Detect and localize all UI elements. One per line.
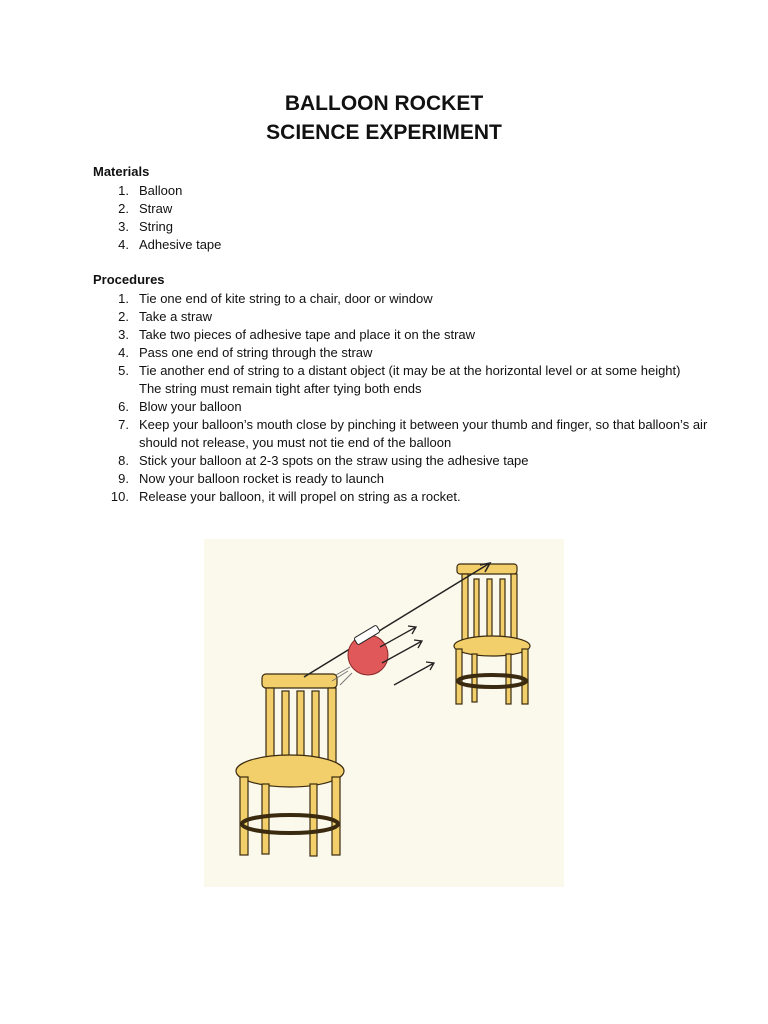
procedure-item bbox=[93, 398, 719, 416]
materials-item-text: Straw bbox=[139, 201, 173, 216]
procedure-item-text: Keep your balloon’s mouth close by pinching it between your thumb and finger, so that balloon’s air should not release, you must not tie end of the balloon bbox=[139, 417, 708, 450]
materials-heading: Materials bbox=[93, 164, 150, 179]
procedure-item bbox=[93, 362, 719, 398]
procedure-item bbox=[93, 416, 719, 452]
title-line-1: BALLOON ROCKET bbox=[284, 92, 484, 115]
procedure-item-number: 4. bbox=[118, 345, 129, 360]
procedure-item-text: Take a straw bbox=[139, 309, 212, 324]
materials-item-number: 3. bbox=[118, 219, 129, 234]
procedure-item-note: The string must remain tight after tying both ends bbox=[139, 381, 422, 396]
procedure-item bbox=[93, 470, 719, 488]
procedure-item-number: 2. bbox=[118, 309, 129, 324]
materials-item bbox=[93, 236, 719, 254]
procedure-item-text: Tie another end of string to a distant object (it may be at the horizontal level or at some height) bbox=[139, 363, 681, 378]
near-chair bbox=[236, 674, 344, 856]
balloon-rocket-illustration bbox=[204, 539, 564, 887]
procedure-item-number: 9. bbox=[118, 471, 129, 486]
procedure-item-number: 6. bbox=[118, 399, 129, 414]
procedure-item-number: 3. bbox=[118, 327, 129, 342]
materials-item bbox=[93, 182, 719, 200]
procedure-item bbox=[93, 326, 719, 344]
procedure-item bbox=[93, 452, 719, 470]
procedure-item-text: Blow your balloon bbox=[139, 399, 242, 414]
procedures-list bbox=[93, 290, 719, 506]
procedure-item-number: 5. bbox=[118, 363, 129, 378]
procedure-item-text: Pass one end of string through the straw bbox=[139, 345, 373, 360]
procedure-item-text: Tie one end of kite string to a chair, door or window bbox=[139, 291, 433, 306]
materials-item-number: 1. bbox=[118, 183, 129, 198]
procedure-item bbox=[93, 290, 719, 308]
procedure-item-number: 1. bbox=[118, 291, 129, 306]
procedure-item-text: Now your balloon rocket is ready to launch bbox=[139, 471, 384, 486]
procedure-item-number: 8. bbox=[118, 453, 129, 468]
title-line-2: SCIENCE EXPERIMENT bbox=[266, 121, 502, 144]
materials-item-number: 4. bbox=[118, 237, 129, 252]
materials-item-text: Balloon bbox=[139, 183, 183, 198]
procedure-item-text: Stick your balloon at 2-3 spots on the straw using the adhesive tape bbox=[139, 453, 529, 468]
materials-item bbox=[93, 218, 719, 236]
page-title bbox=[0, 90, 768, 148]
materials-item-number: 2. bbox=[118, 201, 129, 216]
procedure-item bbox=[93, 308, 719, 326]
procedure-item-text: Take two pieces of adhesive tape and place it on the straw bbox=[139, 327, 476, 342]
procedure-item bbox=[93, 344, 719, 362]
procedure-item-number: 10. bbox=[110, 489, 129, 504]
procedure-item-number: 7. bbox=[118, 417, 129, 432]
procedure-item bbox=[93, 488, 719, 506]
materials-list bbox=[93, 182, 719, 254]
chairs-balloon-drawing bbox=[204, 539, 564, 887]
procedure-item-text: Release your balloon, it will propel on string as a rocket. bbox=[139, 489, 461, 504]
materials-item-text: String bbox=[139, 219, 173, 234]
far-chair bbox=[454, 564, 530, 704]
materials-item bbox=[93, 200, 719, 218]
materials-item-text: Adhesive tape bbox=[139, 237, 222, 252]
procedures-heading: Procedures bbox=[93, 272, 165, 287]
